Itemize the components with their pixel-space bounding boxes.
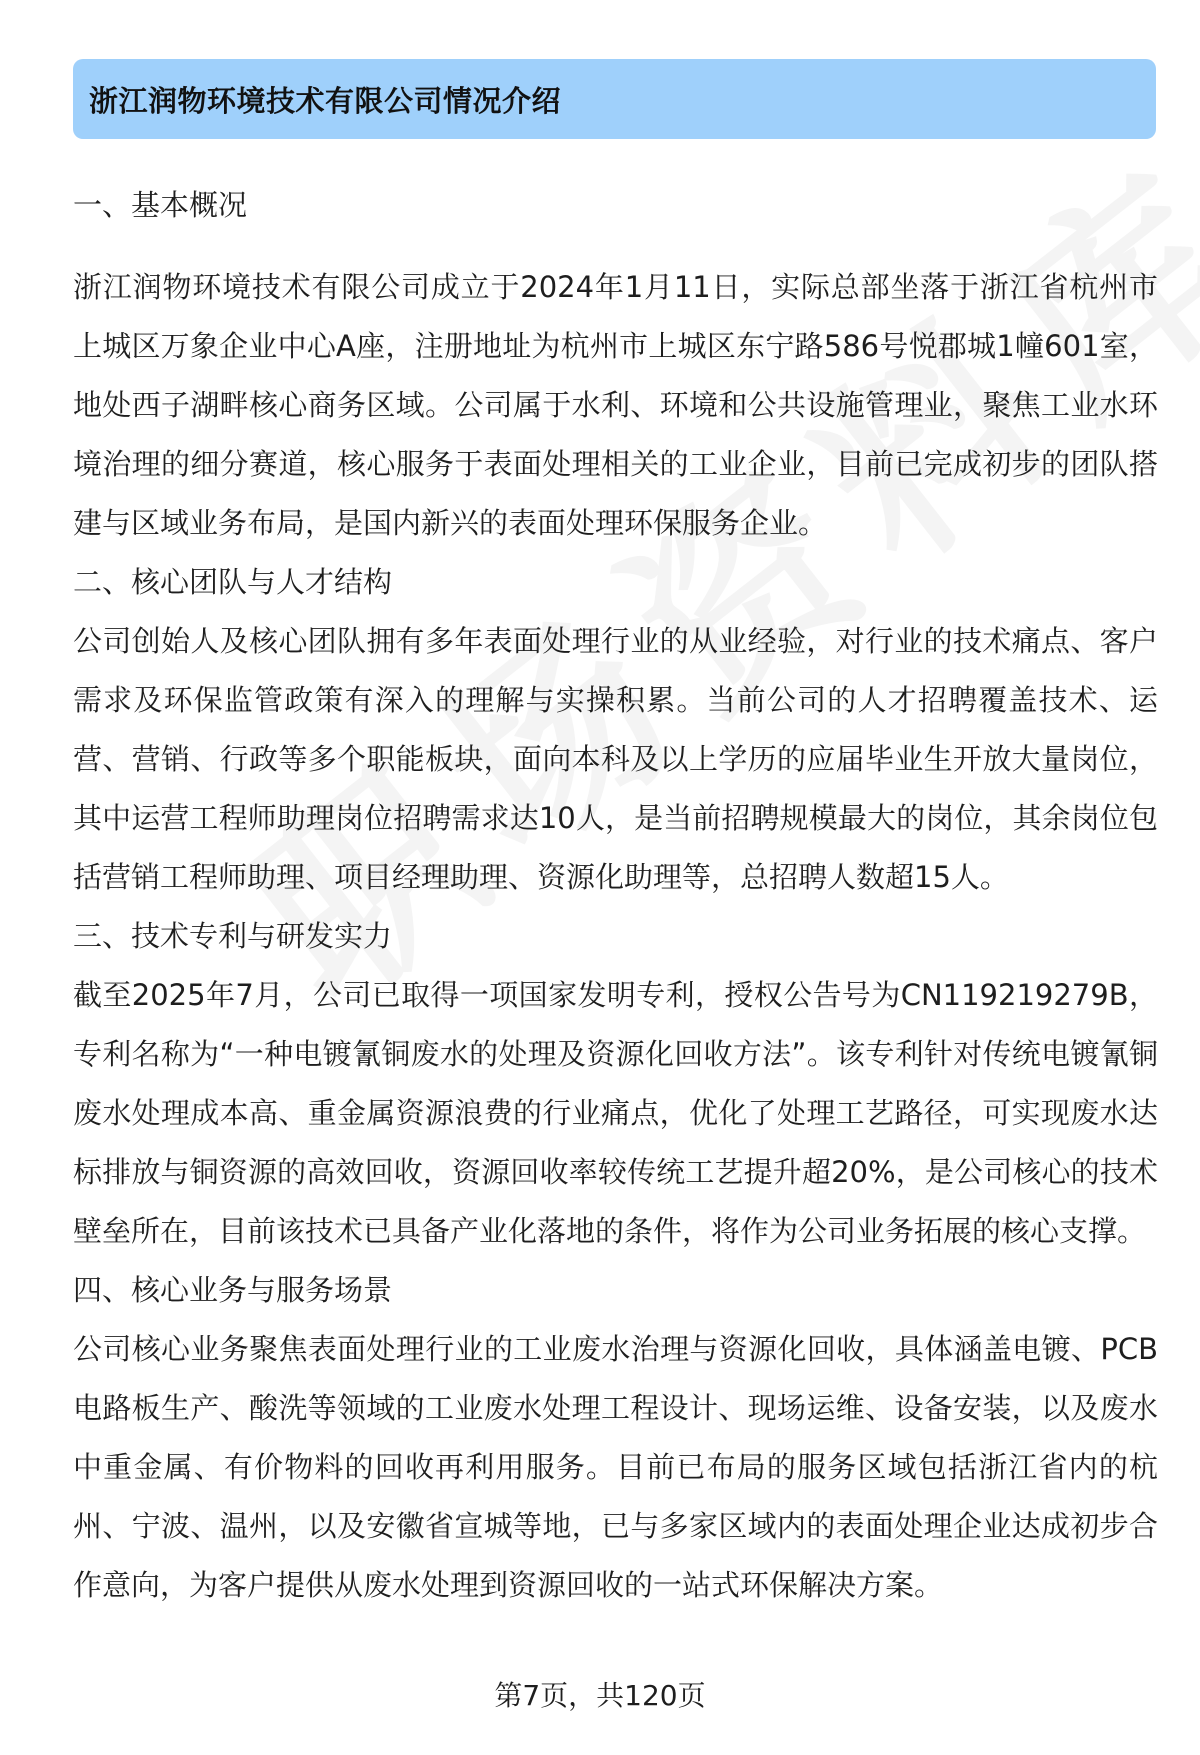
document-body <box>73 176 1158 1615</box>
section-heading-patents: 三、技术专利与研发实力 <box>73 919 393 953</box>
page-number: 第7页，共120页 <box>494 1679 706 1712</box>
section-heading-basic-overview: 一、基本概况 <box>73 188 248 222</box>
section-heading-core-business: 四、核心业务与服务场景 <box>73 1273 393 1307</box>
section-body-core-business: 公司核心业务聚焦表面处理行业的工业废水治理与资源化回收，具体涵盖电镀、PCB电路板生产、酸洗等领域的工业废水处理工程设计、现场运维、设备安装，以及废水中重金属、有价物料的回收再利用服务。目前已布局的服务区域包括浙江省内的杭州、宁波、温州，以及安徽省宣城等地，已与多家区域内的表面处理企业达成初步合作意向，为客户提供从废水处理到资源回收的一站式环保解决方案。 <box>73 1332 1158 1602</box>
title-banner <box>73 59 1156 139</box>
section-body-core-team: 公司创始人及核心团队拥有多年表面处理行业的从业经验，对行业的技术痛点、客户需求及环保监管政策有深入的理解与实操积累。当前公司的人才招聘覆盖技术、运营、营销、行政等多个职能板块，面向本科及以上学历的应届毕业生开放大量岗位，其中运营工程师助理岗位招聘需求达10人，是当前招聘规模最大的岗位，其余岗位包括营销工程师助理、项目经理助理、资源化助理等，总招聘人数超15人。 <box>73 624 1158 894</box>
section-body-basic-overview: 浙江润物环境技术有限公司成立于2024年1月11日，实际总部坐落于浙江省杭州市上城区万象企业中心A座，注册地址为杭州市上城区东宁路586号悦郡城1幢601室，地处西子湖畔核心商务区域。公司属于水利、环境和公共设施管理业，聚焦工业水环境治理的细分赛道，核心服务于表面处理相关的工业企业，目前已完成初步的团队搭建与区域业务布局，是国内新兴的表面处理环保服务企业。 <box>73 270 1158 540</box>
section-body-patents: 截至2025年7月，公司已取得一项国家发明专利，授权公告号为CN119219279B，专利名称为“一种电镀氰铜废水的处理及资源化回收方法”。该专利针对传统电镀氰铜废水处理成本高、重金属资源浪费的行业痛点，优化了处理工艺路径，可实现废水达标排放与铜资源的高效回收，资源回收率较传统工艺提升超20%，是公司核心的技术壁垒所在，目前该技术已具备产业化落地的条件，将作为公司业务拓展的核心支撑。 <box>73 978 1158 1248</box>
document-title: 浙江润物环境技术有限公司情况介绍 <box>89 83 562 118</box>
section-heading-core-team: 二、核心团队与人才结构 <box>73 565 393 599</box>
